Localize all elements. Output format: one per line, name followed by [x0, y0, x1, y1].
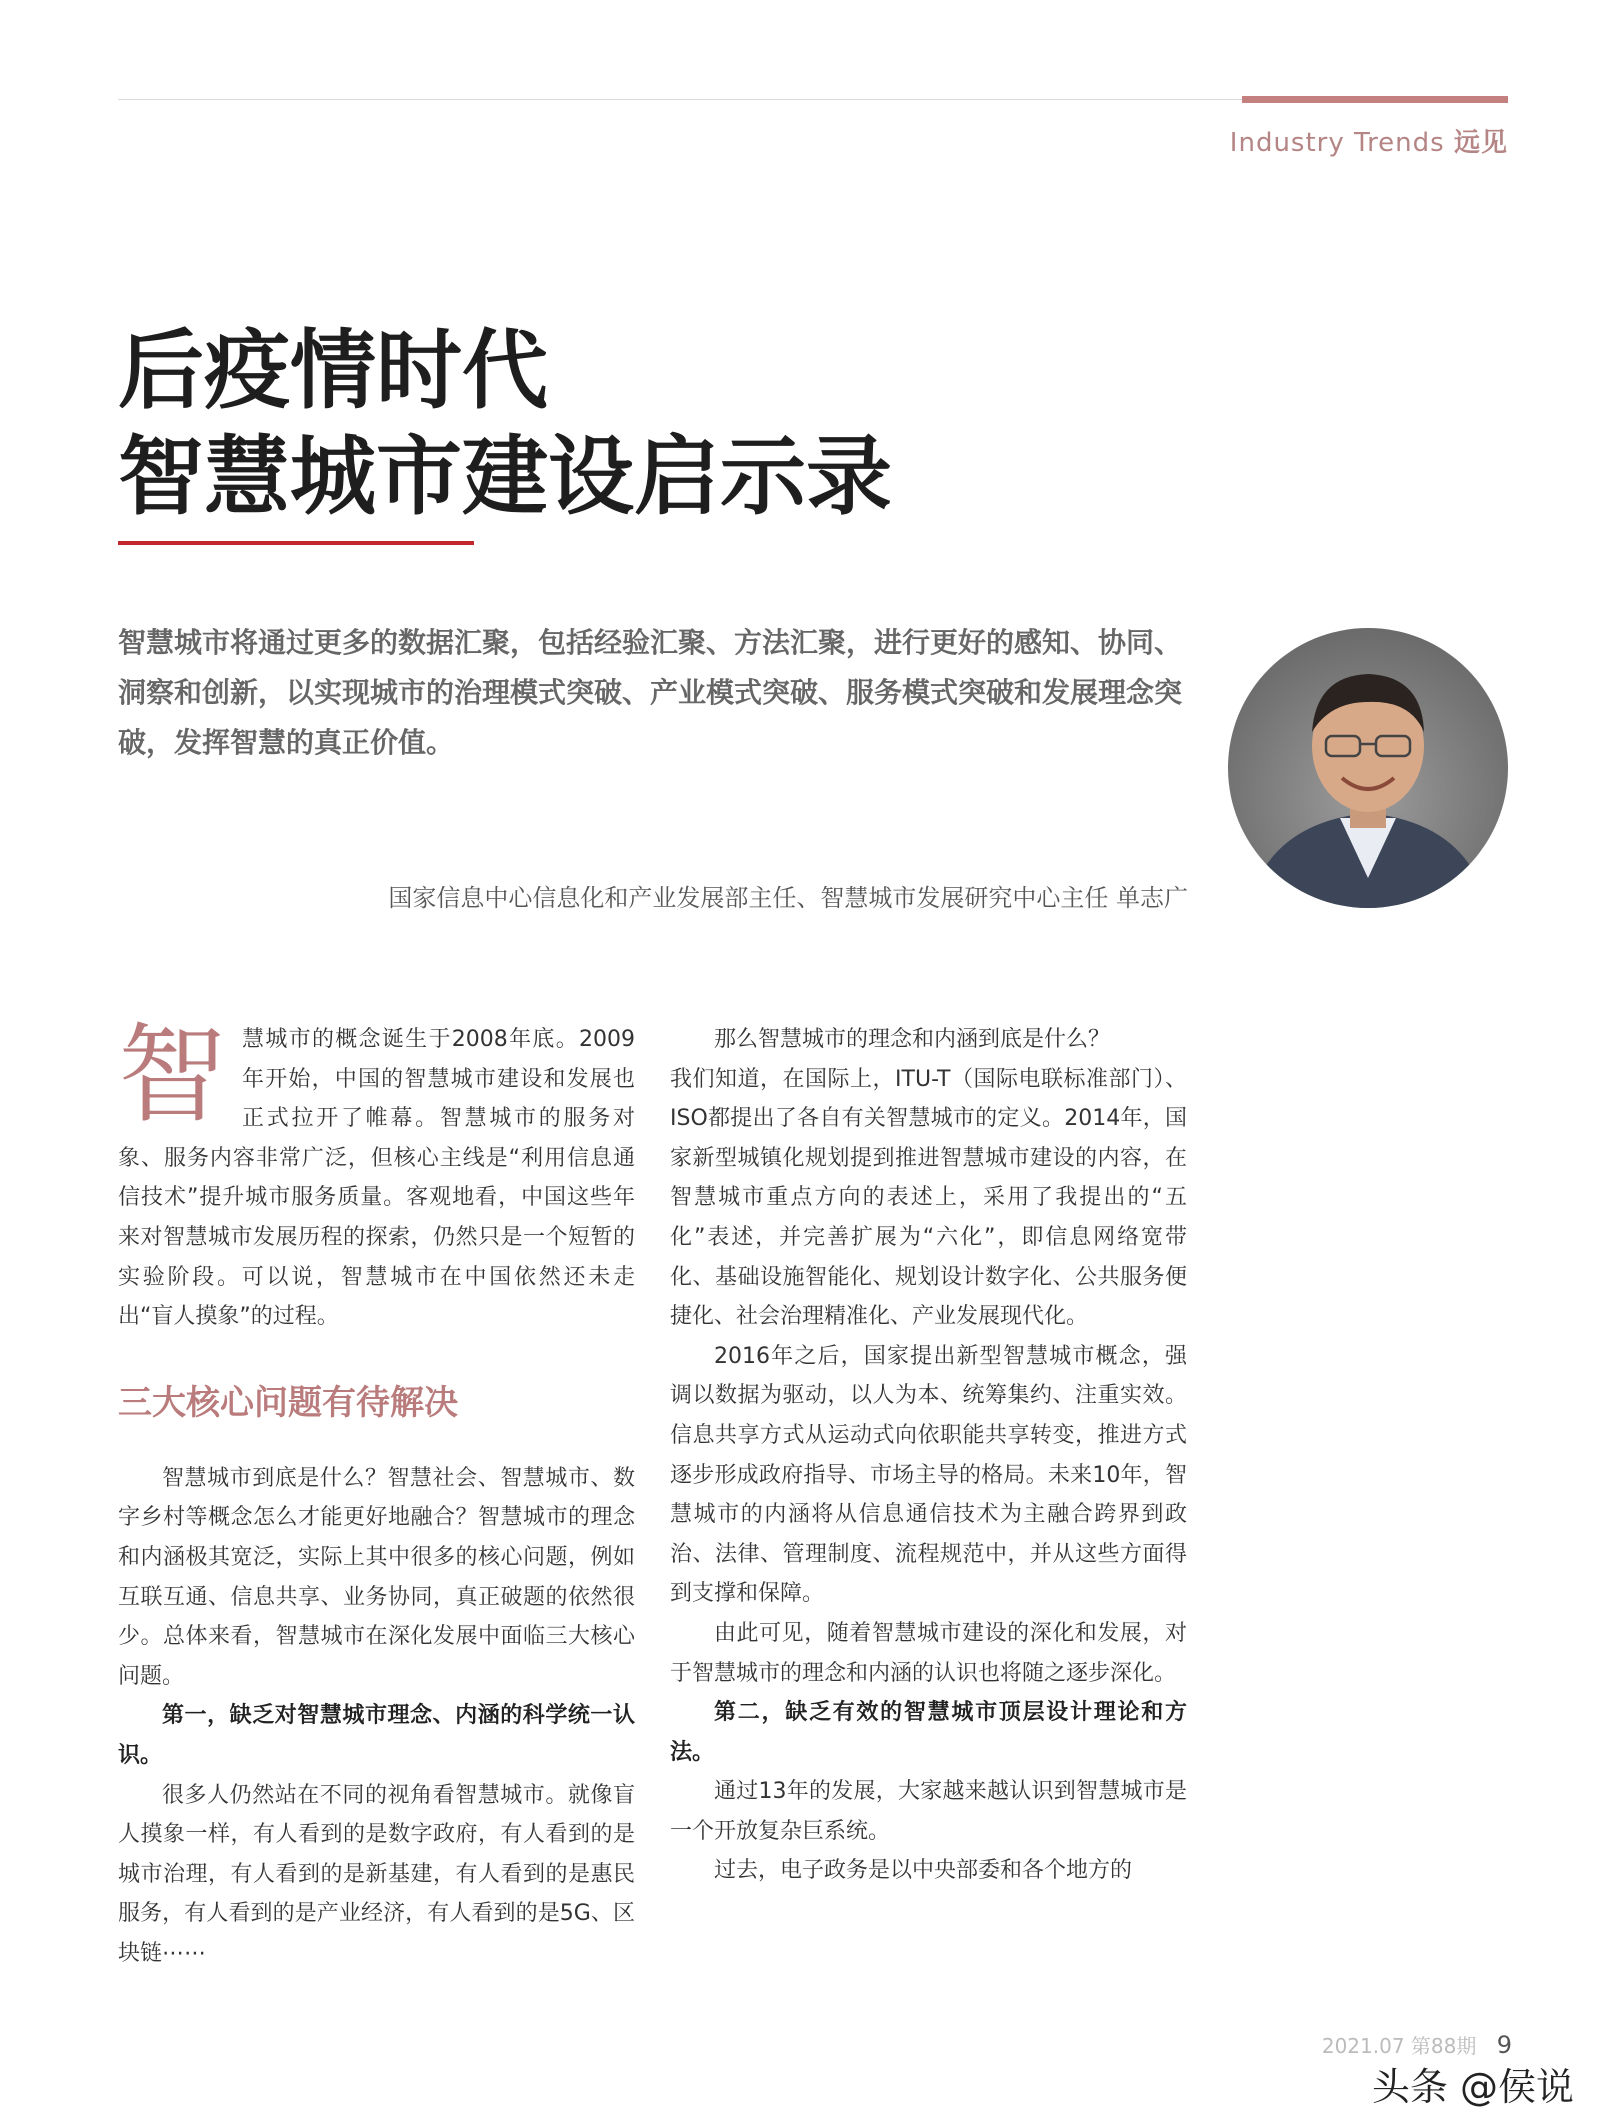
page-number: 9	[1496, 2031, 1512, 2059]
dropcap: 智	[118, 1013, 227, 1138]
author-byline: 国家信息中心信息化和产业发展部主任、智慧城市发展研究中心主任 单志广	[388, 884, 1188, 912]
paragraph: 过去，电子政务是以中央部委和各个地方的	[714, 1858, 1133, 1884]
article-title	[118, 318, 892, 530]
paragraph: 2016年之后，国家提出新型智慧城市概念，强调以数据为驱动，以人为本、统筹集约、注重实效。信息共享方式从运动式向依职能共享转变，推进方式逐步形成政府指导、市场主导的格局。未来10年，智慧城市的内涵将从信息通信技术为主融合跨界到政治、法律、管理制度、流程规范中，并从这些方面得到支撑和保障。	[670, 1343, 1187, 1607]
article-title-line-2: 智慧城市建设启示录	[118, 427, 892, 527]
column-left	[118, 1013, 635, 1973]
paragraph: 那么智慧城市的理念和内涵到底是什么？	[714, 1027, 1111, 1052]
watermark: 头条 @侯说	[1371, 2065, 1574, 2109]
footer-meta	[1322, 2030, 1512, 2059]
paragraph: 我们知道，在国际上，ITU-T（国际电联标准部门）、ISO都提出了各自有关智慧城市的定义。2014年，国家新型城镇化规划提到推进智慧城市建设的内容，在智慧城市重点方向的表述上，采用了我提出的“五化”表述，并完善扩展为“六化”，即信息网络宽带化、基础设施智能化、规划设计数字化、公共服务便捷化、社会治理精准化、产业发展现代化。	[670, 1066, 1187, 1330]
issue-label: 2021.07 第88期	[1321, 2034, 1477, 2058]
header-accent-bar	[1242, 96, 1508, 103]
bold-paragraph: 第二，缺乏有效的智慧城市顶层设计理论和方法。	[670, 1700, 1187, 1765]
section-heading: 三大核心问题有待解决	[118, 1382, 458, 1423]
article-title-line-1: 后疫情时代	[118, 321, 548, 421]
title-underline	[118, 541, 474, 545]
intro-paragraph	[118, 1013, 635, 1337]
article-lead: 智慧城市将通过更多的数据汇聚，包括经验汇聚、方法汇聚，进行更好的感知、协同、洞察和创新，以实现城市的治理模式突破、产业模式突破、服务模式突破和发展理念突破，发挥智慧的真正价值。	[118, 626, 1183, 759]
paragraph: 智慧城市到底是什么？智慧社会、智慧城市、数字乡村等概念怎么才能更好地融合？智慧城市的理念和内涵极其宽泛，实际上其中很多的核心问题，例如互联互通、信息共享、业务协同，真正破题的依然很少。总体来看，智慧城市在深化发展中面临三大核心问题。	[118, 1465, 635, 1689]
intro-paragraph-text: 慧城市的概念诞生于2008年底。2009年开始，中国的智慧城市建设和发展也正式拉开了帷幕。智慧城市的服务对象、服务内容非常广泛，但核心主线是“利用信息通信技术”提升城市服务质量。客观地看，中国这些年来对智慧城市发展历程的探索，仍然只是一个短暂的实验阶段。可以说，智慧城市在中国依然还未走出“盲人摸象”的过程。	[118, 1027, 635, 1330]
column-right	[670, 1020, 1187, 1891]
author-portrait-illustration	[1228, 628, 1508, 908]
bold-paragraph: 第一，缺乏对智慧城市理念、内涵的科学统一认识。	[118, 1703, 635, 1768]
paragraph: 很多人仍然站在不同的视角看智慧城市。就像盲人摸象一样，有人看到的是数字政府，有人看到的是城市治理，有人看到的是新基建，有人看到的是惠民服务，有人看到的是产业经济，有人看到的是5G、区块链⋯⋯	[118, 1782, 635, 1966]
section-label-cn: 远见	[1453, 128, 1508, 158]
section-label	[1230, 122, 1508, 159]
paragraph: 由此可见，随着智慧城市建设的深化和发展，对于智慧城市的理念和内涵的认识也将随之逐步深化。	[670, 1620, 1187, 1686]
author-photo	[1228, 628, 1508, 908]
paragraph: 通过13年的发展，大家越来越认识到智慧城市是一个开放复杂巨系统。	[670, 1779, 1187, 1844]
section-label-en: Industry Trends	[1229, 128, 1445, 158]
